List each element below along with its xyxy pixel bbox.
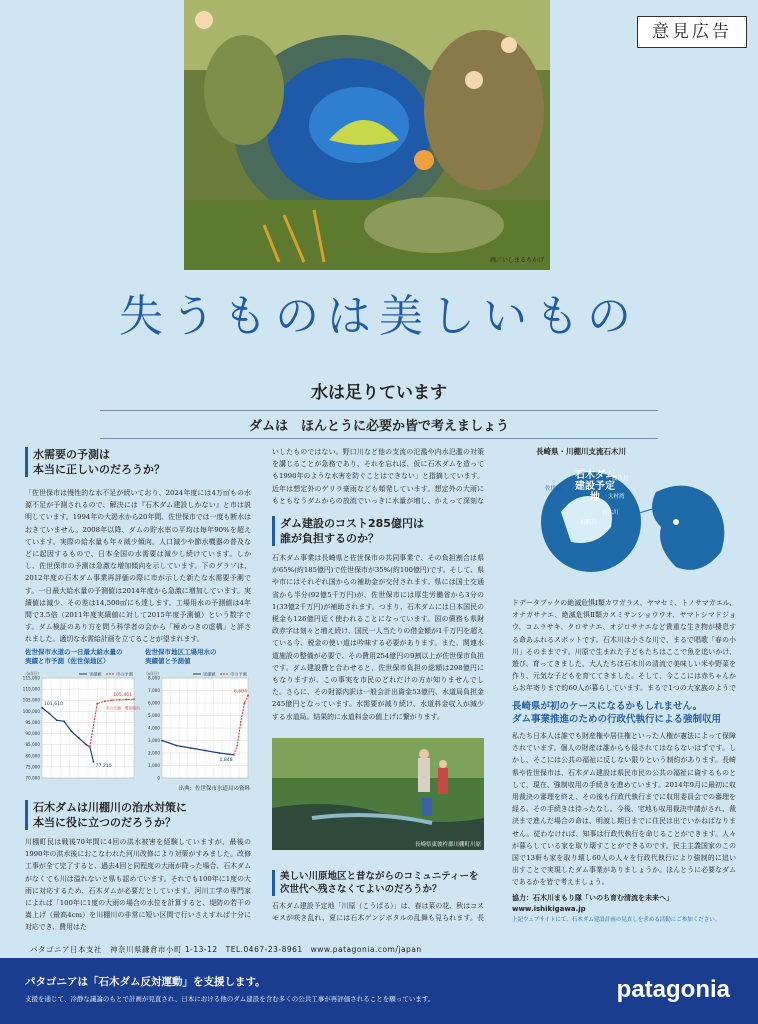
column-1 xyxy=(25,447,251,652)
chart1-unit: （㎥/日） xyxy=(24,671,42,676)
cooperation-note: 上記ウェブサイトにて、石木ダム建設計画の見直しを求める活動にご参加ください。 xyxy=(512,917,721,923)
section-head-community-line1: 美しい川原地区と昔ながらのコミュニティーを xyxy=(280,871,479,882)
map-label-omura-bay: 大村湾 xyxy=(608,494,625,500)
map-label-kawatana: 川棚川 xyxy=(580,520,597,526)
chart2-point xyxy=(236,745,238,747)
chart2-ytick: 3,000 xyxy=(148,738,160,743)
section-head-community xyxy=(272,870,484,896)
chart1-ytick: 80,000 xyxy=(25,753,40,759)
chart1-ytick: 100,000 xyxy=(22,708,40,714)
chart1-point xyxy=(96,703,98,705)
charts-svg xyxy=(22,668,254,792)
map-label-ishiki: 石木川 xyxy=(602,510,619,516)
section-head-community-line2: 次世代へ残さなくてよいのだろうか？ xyxy=(280,884,442,895)
chart2-point xyxy=(240,721,242,723)
headline: 失うものは美しいもの xyxy=(119,291,639,342)
chart2-point xyxy=(161,740,163,742)
footer-bar xyxy=(0,958,758,1024)
chart2-point xyxy=(218,752,220,754)
section-head-flood-line1: 石木ダムは川棚川の治水対策に xyxy=(33,801,187,814)
column-3-expropriation xyxy=(512,700,736,888)
chart1-ytick: 90,000 xyxy=(25,731,40,737)
chart1-point xyxy=(89,746,91,748)
chart1-point xyxy=(78,737,80,739)
river-photo xyxy=(272,738,484,850)
patagonia-logo: patagonia xyxy=(616,976,730,1003)
chart1-ytick: 70,000 xyxy=(25,775,40,781)
chart1-title xyxy=(25,648,140,666)
chart1-point xyxy=(63,720,65,722)
section-head-flood xyxy=(25,800,251,830)
subhead-water: 水は足りています xyxy=(311,383,447,403)
chart2-point xyxy=(175,745,177,747)
chart2-unit: （㎥/日） xyxy=(144,671,162,676)
chart2-ytick: 5,000 xyxy=(148,713,160,718)
section-head-flood-line2: 本当に役に立つのだろうか？ xyxy=(33,816,176,829)
chart1-ytick: 95,000 xyxy=(25,719,40,725)
chart1-ytick: 115,000 xyxy=(22,675,40,681)
chart1-point xyxy=(41,707,43,709)
chart1-legend-forecast: 市の予測 xyxy=(116,671,133,677)
illustration-credit: 画／いしまるちかげ xyxy=(489,257,544,264)
paragraph-nature: ドデータブックの絶滅危惧Ⅰ類カワガラス、ヤマセミ、トノサマガエル、オナガサナエ、絶滅危惧Ⅱ類カスミサンショウウオ、ヤマトシマドジョウ、コムラサキ、クロサナエ、オジロサナエなど貴重な生き物が棲息する命あふれるスポットです。石木川は小さな川で、まるで唱歌「春の小川」そのままです。川原で生まれた子どもたちはここで魚を追いかけ、遊び、育ってきました。大人たちは石木川の清流で美味しい米や野菜を作り、元気な子どもを育ててきました。そして、今ここには赤ちゃんからお年寄りまで約60人が暮らしています。まるで1つの大家族のようで xyxy=(512,599,736,693)
chart2-legend-forecast: 市の予測 xyxy=(230,671,247,677)
paragraph-community: 石木ダム建設予定地「川原（こうばる）」は、春は菜の花、秋はコスモスが咲き乱れ、夏には石木ゲンジボタルの乱舞も見られます。長 xyxy=(272,902,484,923)
chart1-point xyxy=(85,744,87,746)
chart1-label-forecast: 105,461 xyxy=(113,693,132,699)
cover-illustration xyxy=(184,0,550,270)
support-statement: パタゴニアは「石木ダム反対運動」を支援します。 xyxy=(25,976,266,988)
opinion-ad-badge: 意見広告 xyxy=(637,16,747,48)
support-subtext: 支援を通じて、冷静な議論のもとで計画が見直され、日本における他のダム建設を含む多くの公共工事が再評価されることを願っています。 xyxy=(25,995,435,1003)
section-head-expropriation-line1: 長崎県が初のケースになるかもしれません。 xyxy=(512,701,703,712)
chart1-title-line2: 実績と市予測（佐世保地区） xyxy=(25,657,110,665)
chart1-point xyxy=(71,730,73,732)
column-1-flood xyxy=(25,800,251,941)
section-head-expropriation-line2: ダム事業推進のための行政代執行による強制収用 xyxy=(512,714,722,725)
chart2-label-end: 1,848 xyxy=(219,757,233,763)
chart1-ytick: 75,000 xyxy=(25,764,40,770)
chart2-title xyxy=(145,648,251,666)
photo-caption: 長崎県東彼杵郡川棚町川原 xyxy=(414,842,481,848)
cooperation-url[interactable]: www.ishikigawa.jp xyxy=(512,905,586,913)
section-head-demand-line1: 水需要の予測は xyxy=(33,448,110,461)
chart2-point xyxy=(204,750,206,752)
chart1-point xyxy=(93,761,95,763)
chart1-point xyxy=(133,698,135,700)
chart2-ytick: 8,000 xyxy=(148,675,160,681)
map-dam-site-label: 石木ダム建設予定地 xyxy=(575,470,615,503)
map-label-hasami: 波佐見 xyxy=(612,476,629,482)
chart2-ytick: 0 xyxy=(157,775,160,781)
chart1-label-start: 101,610 xyxy=(44,701,63,707)
chart2-ytick: 2,000 xyxy=(148,750,160,756)
chart1-ytick: 105,000 xyxy=(22,697,40,703)
paragraph-cost: 石木ダム事業は長崎県と佐世保市の共同事業で、その負担割合は県が65%(約185億円)で佐世保市が35%(約100億円)です。そして、県や市にはそれぞれ国からの補助金が交付されます。県には国土交通省から半分(92億5千万円)が、佐世保市には厚生労働省から3分の1(33億2千万円)が補助されます。つまり、石木ダムには日本国民の税金も126億円近く使われることになっています。国の債務も県財政赤字は刻々と増え続け、国民一人当たりの借金額が1千万円を超えている今、税金の使い道は吟味する必要があります。また、関連水道施設の整備が必要で、その費用254億円の9割以上が佐世保市負担です。ダム建設費と合わせると、佐世保市負担の総額は298億円にもなりますが、この事実を市民のどれだけの方が知りませんでした。さらに、その財源内訳は一般会計出資金53億円、水道局負担金245億円となっています。水需要が減り続け、水道料金収入が減少する水道局。結果的に水道料金の値上げに繋がります。 xyxy=(272,554,484,721)
paragraph-flood-cont: いしたものではない。野口川など他の支流の氾濫や内水氾濫の対策を講じることが急務であり、それを忘れば、仮に石木ダムを造っても1990年のような水害を防ぐことはできない」と指摘しています。近年は想定外のゲリラ豪雨なども頻発しています。想定外の大雨にもともなうダムからの放流でいっきに水量が増し、かえって深刻な xyxy=(272,448,484,505)
section-head-demand xyxy=(25,447,251,477)
location-map xyxy=(536,452,736,586)
chart1-point xyxy=(56,719,58,721)
cooperation xyxy=(512,893,736,923)
section-head-cost-line2: 誰が負担するのか？ xyxy=(280,532,379,545)
section-head-cost xyxy=(272,516,484,546)
chart2-ytick: 4,000 xyxy=(148,725,160,731)
cooperation-credit: 協力：石木川まもり隊「いのち育む清流を未来へ」 xyxy=(512,894,673,902)
chart2-label-forecast: 6,604 xyxy=(233,689,247,695)
chart1-legend-actual: 実績値 xyxy=(89,671,102,677)
map-label-sasebo: 佐世保 xyxy=(545,486,562,492)
chart2-ytick: 6,000 xyxy=(148,700,160,706)
chart1-point xyxy=(48,713,50,715)
column-2-community xyxy=(272,870,484,926)
chart-source: 出典：佐世保市水道局の資料 xyxy=(178,786,250,792)
chart2-title-line2: 実績値と予測値 xyxy=(145,657,191,665)
map-title: 長崎県・川棚川支流石木川 xyxy=(536,447,626,456)
paragraph-flood: 川棚町民は戦後70年間に4回の洪水被害を経験していますが、最後の1990年の洪水後におこなわれた河川改修により対策がすみました。改修工事が全て完了すると、過去4回と同程度の大雨が降った場合、石木ダムがなくても川は溢れないと県も認めています。それでも100年に1度の大雨に対応するため、石木ダムが必要だとしています。河川工学の専門家によれば「100年に1度の大雨の場合の水位を計算すると、堤防の若干の嵩上げ（最高4cm）を川棚川の非常に短い区間で行いさえすれば十分に対応でき、費用はた xyxy=(25,838,251,932)
chart1-label-end: 77,210 xyxy=(95,763,112,769)
chart2-title-line1: 佐世保市地区工場用水の xyxy=(145,648,217,656)
chart2-ytick: 1,000 xyxy=(148,763,160,768)
chart2-legend-actual: 実績値 xyxy=(203,671,216,677)
chart1-point xyxy=(126,699,128,701)
chart2-ytick: 7,000 xyxy=(148,688,160,693)
subhead-dam xyxy=(100,410,658,439)
chart2-point xyxy=(233,754,235,756)
chart1-title-line1: 佐世保市水道の一日最大給水量の xyxy=(25,648,123,656)
chart2-point xyxy=(190,747,192,749)
chart1-point xyxy=(111,699,113,701)
section-head-demand-line2: 本当に正しいのだろうか？ xyxy=(33,463,165,476)
chart2-point xyxy=(247,695,249,697)
paragraph-demand: 「佐世保市は慢性的な水不足が続いており、2024年度には4万㎥もの水源不足が予測されるので、解決には『石木ダム建設しかない』と市は説明しています。1994年の大渇水から20年間、佐世保市では一度も断水はおきていません。2008年以降、ダムの貯水率の平均は毎年90%を超えています。実際の給水量も年々減少傾向。人口減少や節水機器の普及などに起因するもので、日本全国の水需要は減少し続けています。しかし、佐世保市の予測は急激な増加傾向を示しています。下のグラフは、2012年度の石木ダム事業再評価の際に市が示した新たな水需要予測です。一日最大給水量の予測値は2014年度から急激に増加しています。実績値は減少、その差は14,500㎥にも達します。工場用水の予測値は4年間で3.5倍（2011年度実績値に対して2015年度予測値）という数字です。ダム検証のあり方を問う科学者の会から「極めつきの虚構」と評されました。適切な水需給計画を立てることが望まれます。 xyxy=(25,489,251,644)
column-2 xyxy=(272,446,484,723)
chart2-point xyxy=(244,702,246,704)
paragraph-expropriation: 私たち日本人は誰でも財産権や居住権といった人権が憲法によって保障されています。個人の財産は誰からも侵されてはならないはずです。しかし、そこには公共の福祉に反しない限りという制約があります。長崎県や佐世保市は、石木ダム建設は県民市民の公共の福祉に資するものとして、現在、強制収用の手続きを進めています。2014年9月に最初に収用裁決の審理を終え、その後も行政代執行までに収用委員会での審理を経る、その手続きは待ったなし。今後、宅地も収用裁決申請がされ、裁決まで進んだ場合の命は、明渡し期日までに住民は出ていかねばなりません。従わなければ、知事は行政代執行を命じることができます。人々が暮らしている家を取り壊すことができるのです。民主主義国家のこの国で13軒も家を取り壊し60人の人々を行政代執行により強制的に追い出すことで実現したダム事業がありましょうか。ほんとうに必要なダムであるかを皆で考えましょう。 xyxy=(512,732,736,887)
company-info: パタゴニア日本支社 神奈川県鎌倉市小町 1-13-12 TEL.0467-23-8961 www.patagonia.com/japan xyxy=(30,945,422,954)
chart1-ytick: 110,000 xyxy=(22,686,40,692)
section-head-expropriation xyxy=(512,700,736,726)
chart1-note: 市の予測 増加傾向 xyxy=(105,705,140,711)
chart1-point xyxy=(118,699,120,701)
chart1-point xyxy=(104,700,106,702)
section-head-cost-line1: ダム建設のコスト285億円は xyxy=(280,517,424,530)
chart1-ytick: 85,000 xyxy=(25,742,40,748)
subhead-dam-text: ダムは ほんとうに必要か皆で考えましょう xyxy=(248,419,509,434)
